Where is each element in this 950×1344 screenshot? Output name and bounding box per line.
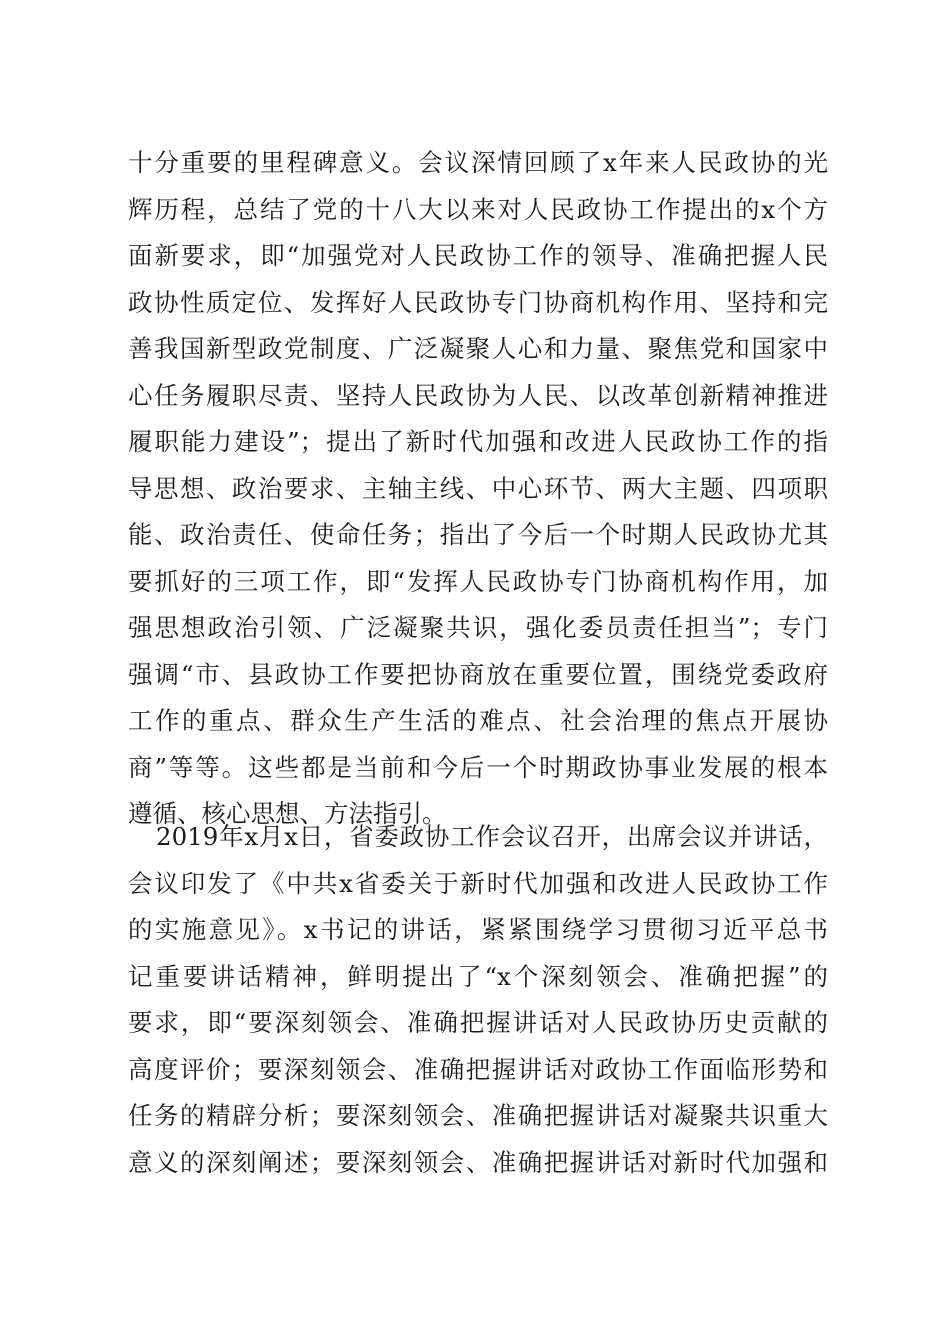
paragraph-line: 商”等等。这些都是当前和今后一个时期政协事业发展的根本 [128, 752, 828, 782]
paragraph-line: 2019年x月x日，省委政协工作会议召开，出席会议并讲话， [156, 822, 828, 851]
paragraph-line: 辉历程，总结了党的十八大以来对人民政协工作提出的x个方 [128, 194, 828, 224]
paragraph-line: 要求，即“要深刻领会、准确把握讲话对人民政协历史贡献的 [128, 1008, 828, 1037]
paragraph-1 [128, 140, 828, 838]
paragraph-line: 强调“市、县政协工作要把协商放在重要位置，围绕党委政府 [128, 659, 828, 689]
paragraph-line: 能、政治责任、使命任务；指出了今后一个时期人民政协尤其 [128, 520, 828, 549]
paragraph-line: 任务的精辟分析；要深刻领会、准确把握讲话对凝聚共识重大 [128, 1101, 828, 1130]
paragraph-line: 强思想政治引领、广泛凝聚共识，强化委员责任担当”；专门 [128, 613, 828, 642]
paragraph-line: 会议印发了《中共x省委关于新时代加强和改进人民政协工作 [128, 868, 828, 898]
paragraph-line: 导思想、政治要求、主轴主线、中心环节、两大主题、四项职 [128, 473, 828, 503]
paragraph-line: 履职能力建设”；提出了新时代加强和改进人民政协工作的指 [128, 427, 828, 456]
paragraph-line: 十分重要的里程碑意义。会议深情回顾了x年来人民政协的光 [128, 148, 828, 177]
paragraph-line: 高度评价；要深刻领会、准确把握讲话对政协工作面临形势和 [128, 1054, 828, 1084]
paragraph-line: 工作的重点、群众生产生活的难点、社会治理的焦点开展协 [128, 706, 828, 735]
paragraph-line: 意义的深刻阐述；要深刻领会、准确把握讲话对新时代加强和 [128, 1147, 828, 1177]
paragraph-line: 政协性质定位、发挥好人民政协专门协商机构作用、坚持和完 [128, 287, 828, 317]
paragraph-line: 善我国新型政党制度、广泛凝聚人心和力量、聚焦党和国家中 [128, 334, 828, 363]
paragraph-line: 遵循、核心思想、方法指引。 [128, 799, 447, 828]
paragraph-line: 面新要求，即“加强党对人民政协工作的领导、准确把握人民 [128, 241, 828, 270]
paragraph-line: 记重要讲话精神，鲜明提出了“x个深刻领会、准确把握”的 [128, 961, 828, 991]
paragraph-line: 的实施意见》。x书记的讲话，紧紧围绕学习贯彻习近平总书 [128, 915, 828, 944]
paragraph-line: 心任务履职尽责、坚持人民政协为人民、以改革创新精神推进 [128, 380, 828, 410]
paragraph-line: 要抓好的三项工作，即“发挥人民政协专门协商机构作用，加 [128, 566, 828, 596]
paragraph-2 [128, 814, 828, 1186]
